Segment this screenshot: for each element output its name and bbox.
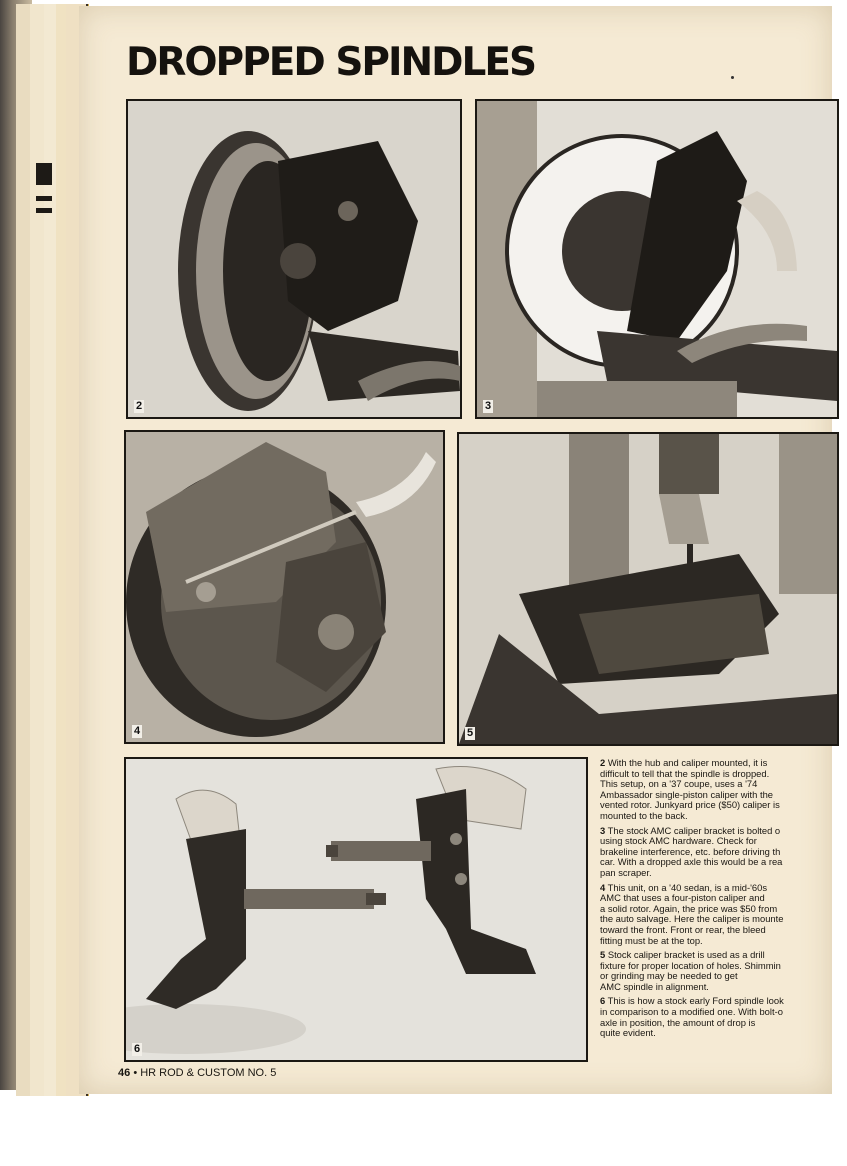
caption-number: 6 bbox=[600, 995, 606, 1007]
caption-number: 5 bbox=[600, 949, 606, 961]
caption-line: car. With a dropped axle this would be a rea bbox=[600, 856, 783, 868]
caption-line: brakeline interference, etc. before driving th bbox=[600, 845, 781, 857]
page-footer bbox=[118, 1067, 276, 1079]
spindle-comparison-illustration bbox=[126, 759, 586, 1060]
caption-line: The stock AMC caliper bracket is bolted o bbox=[607, 824, 781, 836]
scan-bottom-margin bbox=[0, 1096, 847, 1166]
caption-2 bbox=[600, 758, 840, 822]
caption-line: vented rotor. Junkyard price ($50) caliper is bbox=[600, 799, 780, 811]
caption-line: in comparison to a modified one. With bolt-o bbox=[600, 1006, 783, 1018]
caption-line: This setup, on a '37 coupe, uses a '74 bbox=[600, 778, 758, 790]
margin-ink-mark bbox=[36, 208, 52, 213]
caption-5 bbox=[600, 950, 840, 992]
caption-line: pan scraper. bbox=[600, 866, 652, 878]
ink-speck bbox=[731, 76, 734, 79]
caption-line: This unit, on a '40 sedan, is a mid-'60s bbox=[607, 881, 768, 893]
caption-4 bbox=[600, 883, 840, 947]
photo-3-caliper-bracket bbox=[475, 99, 839, 419]
caption-line: or grinding may be needed to get bbox=[600, 970, 738, 982]
hub-caliper-illustration bbox=[128, 101, 460, 417]
caption-number: 4 bbox=[600, 881, 606, 893]
caption-line: fitting must be at the top. bbox=[600, 934, 703, 946]
caption-line: a solid rotor. Again, the price was $50 from bbox=[600, 902, 778, 914]
magazine-page bbox=[79, 6, 832, 1094]
caption-line: AMC that uses a four-piston caliper and bbox=[600, 892, 765, 904]
caption-line: mounted to the back. bbox=[600, 809, 688, 821]
photo-4-four-piston-caliper bbox=[124, 430, 445, 744]
margin-ink-mark bbox=[36, 196, 52, 201]
page-title: DROPPED SPINDLES bbox=[126, 40, 536, 85]
caption-line: This is how a stock early Ford spindle look bbox=[607, 995, 784, 1007]
photo-number: 6 bbox=[134, 1043, 141, 1055]
margin-ink-mark bbox=[36, 163, 52, 185]
caption-line: Stock caliper bracket is used as a drill bbox=[607, 949, 765, 961]
photo-6-spindle-comparison bbox=[124, 757, 588, 1062]
photo-number: 4 bbox=[134, 725, 141, 737]
page-number: 46 bbox=[118, 1067, 131, 1079]
caliper-bracket-illustration bbox=[477, 101, 837, 417]
photo-number: 2 bbox=[136, 400, 143, 412]
publication-name: HR ROD & CUSTOM NO. 5 bbox=[140, 1067, 277, 1079]
drill-fixture-illustration bbox=[459, 434, 837, 744]
caption-column bbox=[600, 758, 840, 1043]
caption-line: using stock AMC hardware. Check for bbox=[600, 835, 757, 847]
caption-line: difficult to tell that the spindle is dropped. bbox=[600, 767, 770, 779]
caption-line: fixture for proper location of holes. Shimmin bbox=[600, 959, 781, 971]
caption-line: toward the front. Front or rear, the bleed bbox=[600, 923, 766, 935]
caption-number: 3 bbox=[600, 824, 606, 836]
caption-line: AMC spindle in alignment. bbox=[600, 980, 709, 992]
caption-line: quite evident. bbox=[600, 1027, 656, 1039]
photo-5-drill-fixture bbox=[457, 432, 839, 746]
photo-number: 3 bbox=[485, 400, 492, 412]
caption-number: 2 bbox=[600, 758, 606, 768]
caption-3 bbox=[600, 826, 840, 879]
caption-6 bbox=[600, 996, 840, 1038]
footer-bullet: • bbox=[133, 1067, 138, 1079]
photo-2-hub-caliper bbox=[126, 99, 462, 419]
photo-number: 5 bbox=[467, 727, 474, 739]
caption-line: Ambassador single-piston caliper with the bbox=[600, 788, 774, 800]
caption-line: With the hub and caliper mounted, it is bbox=[607, 758, 768, 768]
four-piston-caliper-illustration bbox=[126, 432, 443, 742]
caption-line: axle in position, the amount of drop is bbox=[600, 1016, 756, 1028]
caption-line: the auto salvage. Here the caliper is mounte bbox=[600, 913, 784, 925]
